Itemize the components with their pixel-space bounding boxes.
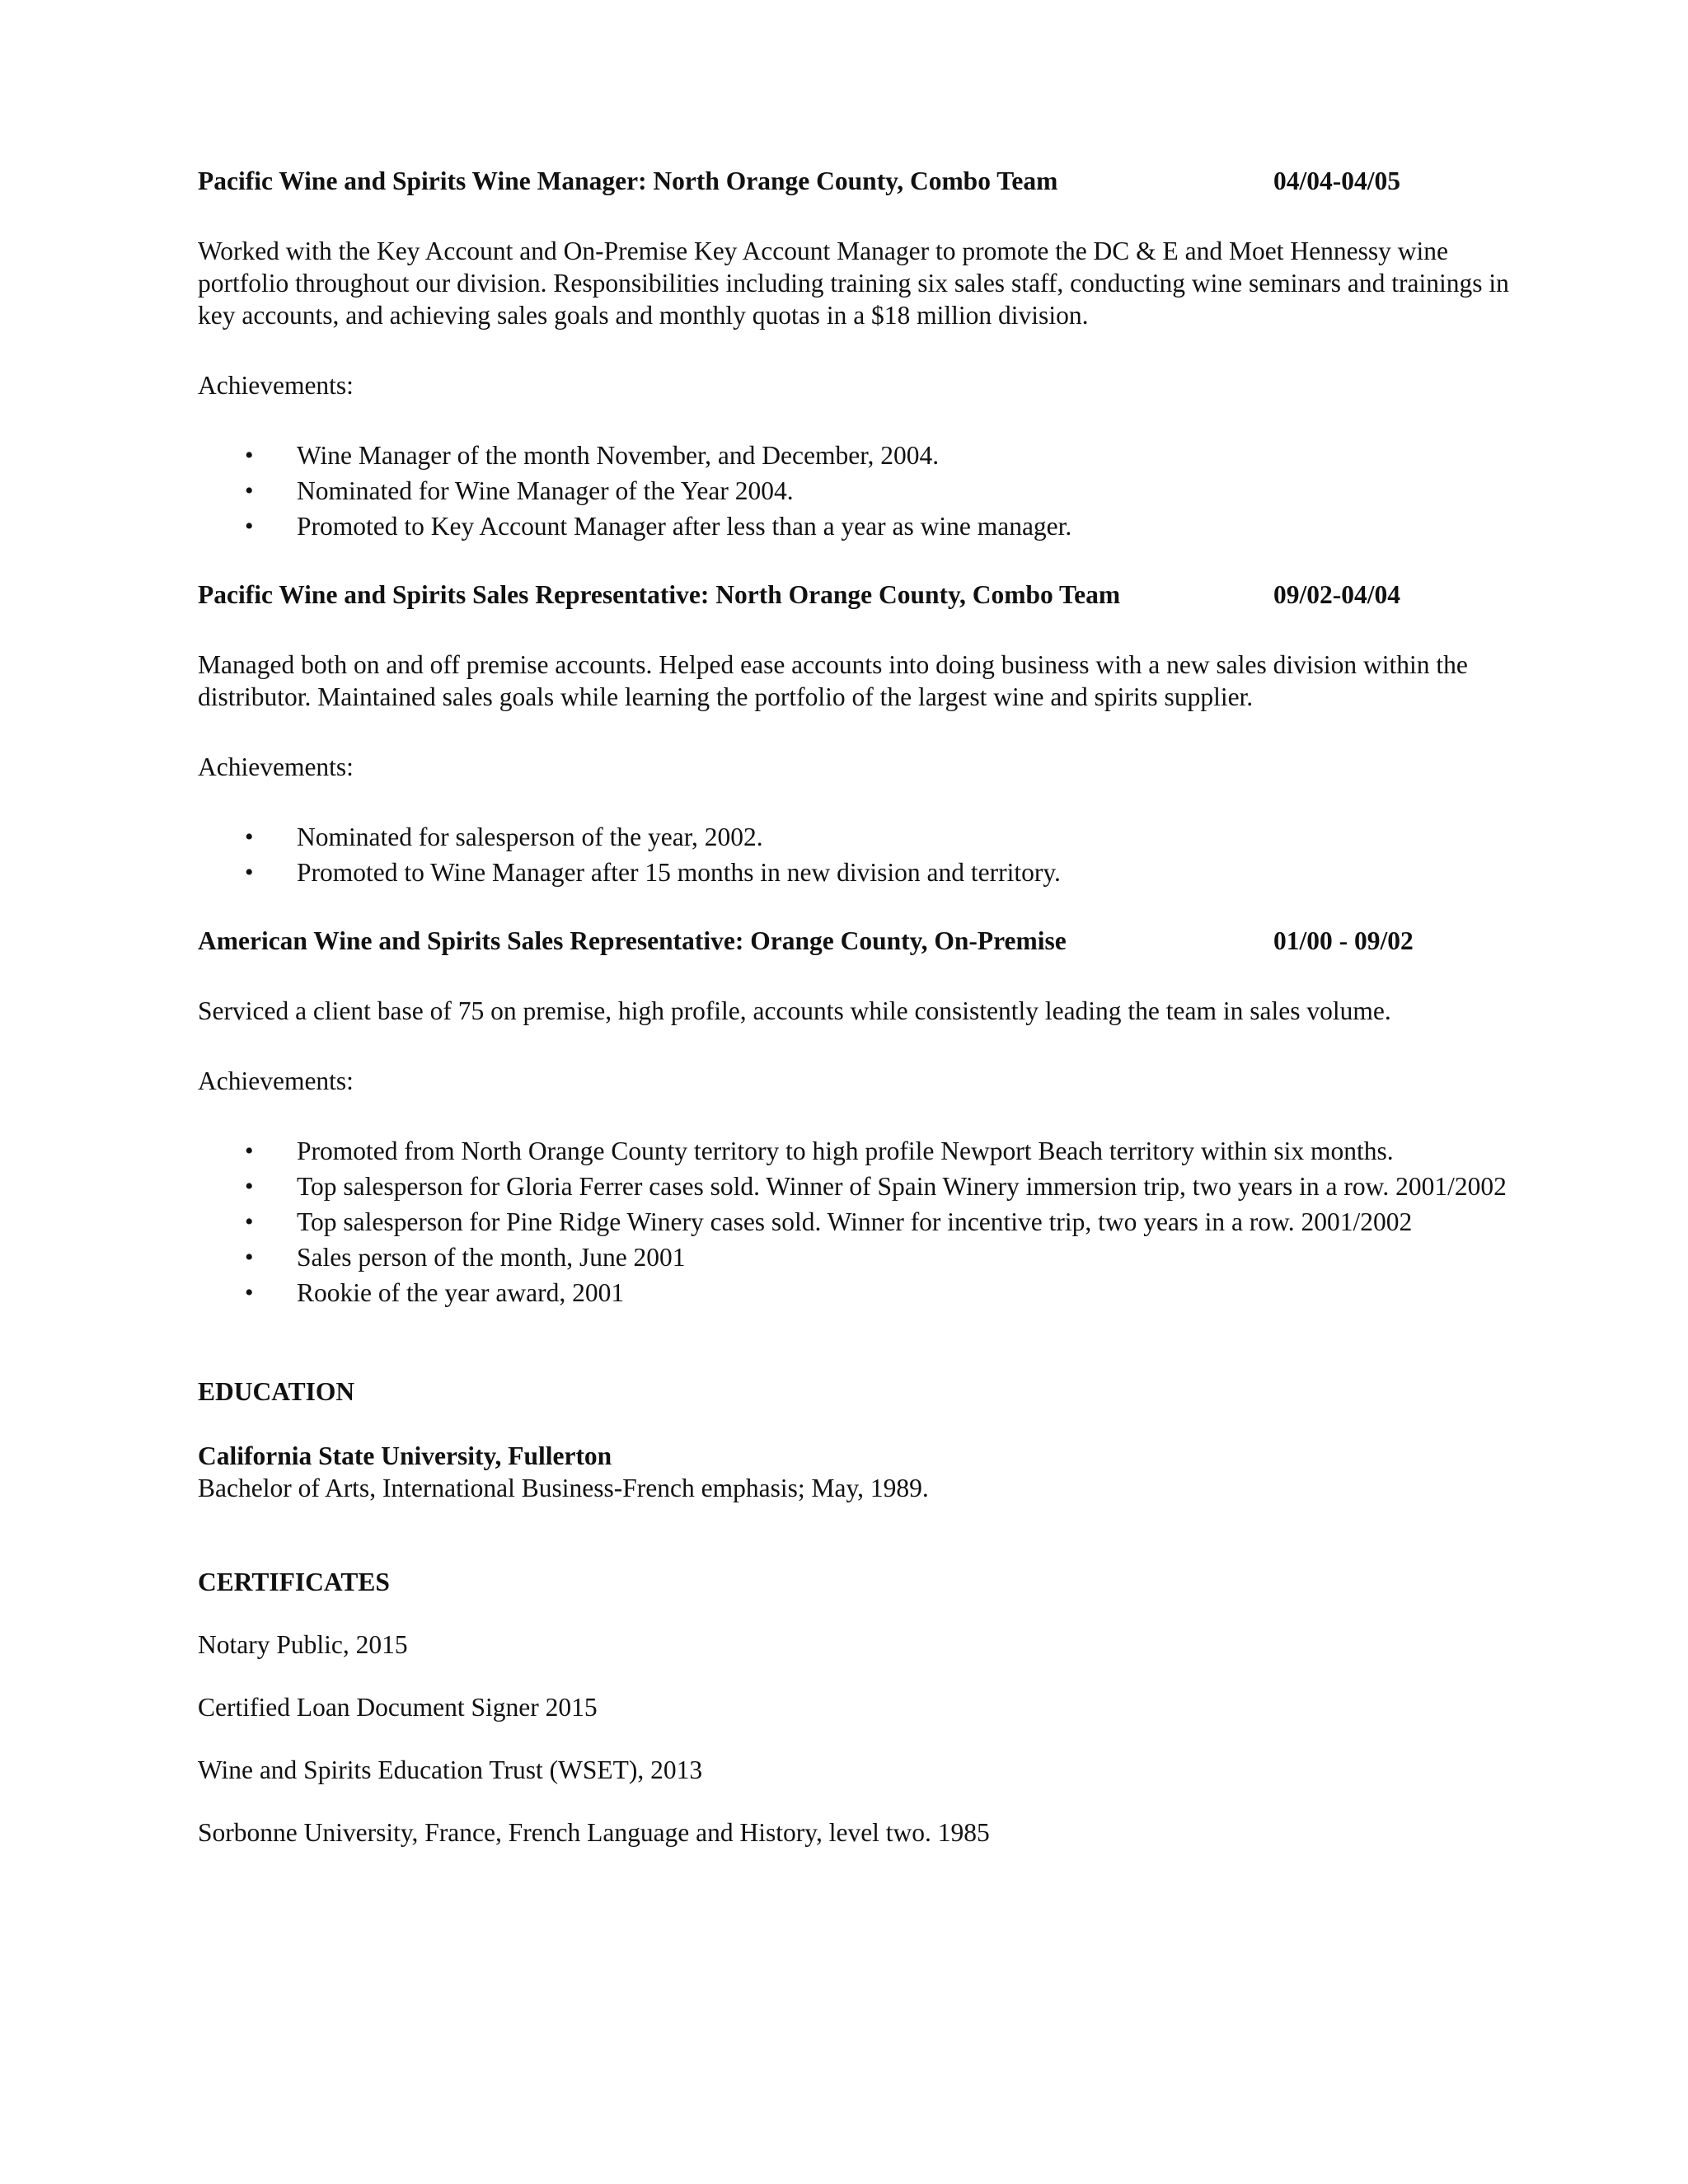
resume-content: [198, 165, 1517, 1849]
bullet-icon: •: [245, 1279, 254, 1306]
achievement-text: Wine Manager of the month November, and December, 2004.: [297, 441, 940, 470]
job-dates: 09/02-04/04: [1273, 580, 1400, 609]
achievement-text: Promoted to Key Account Manager after less than a year as wine manager.: [297, 512, 1072, 541]
bullet-icon: •: [245, 1173, 254, 1200]
job-dates: 01/00 - 09/02: [1273, 926, 1414, 955]
achievements-list: [198, 821, 1517, 888]
achievement-text: Top salesperson for Gloria Ferrer cases sold. Winner of Spain Winery immersion trip, two years in a row. 2001/2002: [297, 1172, 1507, 1201]
bullet-icon: •: [245, 513, 254, 540]
list-item: [198, 1135, 1517, 1167]
achievement-text: Top salesperson for Pine Ridge Winery cases sold. Winner for incentive trip, two years in a row. 2001/2002: [297, 1207, 1413, 1236]
achievement-text: Nominated for salesperson of the year, 2002.: [297, 823, 763, 851]
list-item: [198, 1206, 1517, 1238]
bullet-icon: •: [245, 1208, 254, 1235]
job-description: Worked with the Key Account and On-Premise Key Account Manager to promote the DC & E and Moet Hennessy wine portfolio throughout our division. Responsibilities including training six sales staff, conducting wine seminars and trainings in key accounts, and achieving sales goals and monthly quotas in a $18 million division.: [198, 237, 1509, 330]
job-title: Pacific Wine and Spirits Wine Manager: North Orange County, Combo Team: [198, 166, 1058, 195]
list-item: [198, 1277, 1517, 1309]
job-header: [198, 165, 1517, 197]
education-heading: EDUCATION: [198, 1377, 355, 1406]
achievement-text: Promoted to Wine Manager after 15 months in new division and territory.: [297, 858, 1061, 887]
list-item: [198, 1170, 1517, 1202]
list-item: [198, 475, 1517, 507]
achievements-label: Achievements:: [198, 371, 354, 400]
job-entry: [198, 925, 1517, 1309]
certificate-item: Wine and Spirits Education Trust (WSET), 2013: [198, 1755, 703, 1784]
achievement-text: Promoted from North Orange County territory to high profile Newport Beach territory within six months.: [297, 1137, 1394, 1165]
list-item: [198, 510, 1517, 542]
list-item: [198, 1241, 1517, 1273]
school-name: California State University, Fullerton: [198, 1441, 612, 1470]
degree-text: Bachelor of Arts, International Business-French emphasis; May, 1989.: [198, 1474, 929, 1502]
bullet-icon: •: [245, 1137, 254, 1165]
job-header: [198, 925, 1517, 957]
certificate-item: Sorbonne University, France, French Language and History, level two. 1985: [198, 1818, 990, 1847]
achievements-label: Achievements:: [198, 1066, 354, 1095]
bullet-icon: •: [245, 1244, 254, 1271]
job-dates: 04/04-04/05: [1273, 166, 1400, 195]
job-description: Managed both on and off premise accounts. Helped ease accounts into doing business with a new sales division within the distributor. Maintained sales goals while learning the portfolio of the largest wine and spirits supplier.: [198, 650, 1468, 711]
job-description: Serviced a client base of 75 on premise, high profile, accounts while consistently leading the team in sales volume.: [198, 996, 1391, 1025]
list-item: [198, 856, 1517, 888]
education-section: [198, 1376, 1517, 1504]
achievements-label: Achievements:: [198, 752, 354, 781]
achievement-text: Sales person of the month, June 2001: [297, 1243, 686, 1272]
certificate-item: Notary Public, 2015: [198, 1630, 408, 1659]
certificates-heading: CERTIFICATES: [198, 1568, 390, 1596]
list-item: [198, 821, 1517, 853]
achievements-list: [198, 439, 1517, 542]
achievement-text: Nominated for Wine Manager of the Year 2004.: [297, 476, 794, 505]
job-entry: [198, 165, 1517, 542]
certificates-section: [198, 1566, 1517, 1849]
list-item: [198, 439, 1517, 471]
job-title: American Wine and Spirits Sales Representative: Orange County, On-Premise: [198, 926, 1067, 955]
certificate-item: Certified Loan Document Signer 2015: [198, 1693, 598, 1722]
achievements-list: [198, 1135, 1517, 1309]
achievement-text: Rookie of the year award, 2001: [297, 1278, 625, 1307]
bullet-icon: •: [245, 823, 254, 851]
job-title: Pacific Wine and Spirits Sales Representative: North Orange County, Combo Team: [198, 580, 1121, 609]
bullet-icon: •: [245, 442, 254, 469]
job-header: [198, 579, 1517, 611]
bullet-icon: •: [245, 477, 254, 504]
job-entry: [198, 579, 1517, 888]
bullet-icon: •: [245, 859, 254, 886]
